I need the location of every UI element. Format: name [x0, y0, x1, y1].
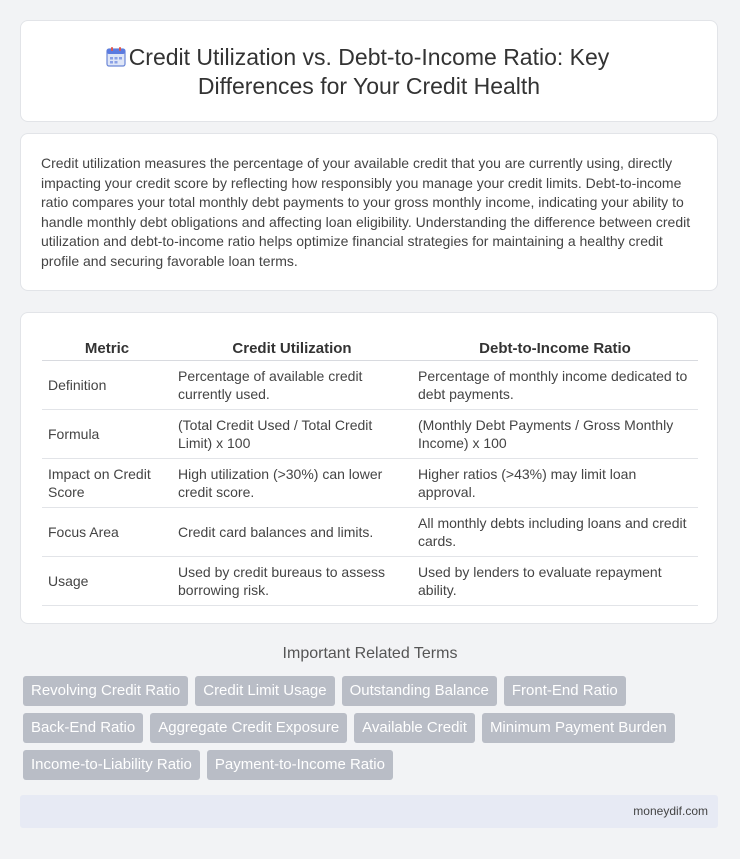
table-row [42, 410, 698, 459]
related-term-tag[interactable]: Revolving Credit Ratio [23, 676, 188, 706]
table-header-row [42, 331, 698, 361]
footer-site-link[interactable]: moneydif.com [633, 804, 708, 818]
related-term-tag[interactable]: Credit Limit Usage [195, 676, 334, 706]
related-term-tag[interactable]: Available Credit [354, 713, 475, 743]
table-cell: Used by credit bureaus to assess borrowing risk. [172, 557, 412, 606]
table-cell: Impact on Credit Score [42, 459, 172, 508]
table-row [42, 361, 698, 410]
related-term-tag[interactable]: Front-End Ratio [504, 676, 626, 706]
comparison-table [42, 331, 698, 606]
intro-paragraph: Credit utilization measures the percentage of your available credit that you are currently using, directly impacting your credit score by reflecting how responsibly you manage your credit limits. Debt-to-income ratio compares your total monthly debt payments to your gross monthly income, indicating your ability to handle monthly debt obligations and affecting loan eligibility. Understanding the difference between credit utilization and debt-to-income ratio helps optimize financial strategies for maintaining a healthy credit profile and securing favorable loan terms. [41, 155, 691, 269]
table-cell: Formula [42, 410, 172, 459]
related-term-tag[interactable]: Minimum Payment Burden [482, 713, 675, 743]
comparison-table-card [20, 312, 718, 624]
column-header: Debt-to-Income Ratio [412, 331, 698, 361]
table-cell: Focus Area [42, 508, 172, 557]
table-cell: (Total Credit Used / Total Credit Limit) x 100 [172, 410, 412, 459]
related-term-tag[interactable]: Outstanding Balance [342, 676, 497, 706]
table-row [42, 508, 698, 557]
related-term-tag[interactable]: Payment-to-Income Ratio [207, 750, 393, 780]
table-cell: Credit card balances and limits. [172, 508, 412, 557]
column-header: Credit Utilization [172, 331, 412, 361]
related-term-tag[interactable]: Income-to-Liability Ratio [23, 750, 200, 780]
table-cell: Used by lenders to evaluate repayment ability. [412, 557, 698, 606]
related-terms-list [23, 676, 713, 780]
table-cell: High utilization (>30%) can lower credit score. [172, 459, 412, 508]
related-terms-title: Important Related Terms [282, 645, 458, 662]
title-card [20, 20, 718, 122]
column-header: Metric [42, 331, 172, 361]
table-cell: Definition [42, 361, 172, 410]
table-cell: Percentage of monthly income dedicated to debt payments. [412, 361, 698, 410]
related-term-tag[interactable]: Aggregate Credit Exposure [150, 713, 347, 743]
table-row [42, 459, 698, 508]
table-cell: (Monthly Debt Payments / Gross Monthly Income) x 100 [412, 410, 698, 459]
page-title: Credit Utilization vs. Debt-to-Income Ratio: Key Differences for Your Credit Health [128, 44, 610, 99]
table-row [42, 557, 698, 606]
table-cell: Usage [42, 557, 172, 606]
table-cell: Higher ratios (>43%) may limit loan approval. [412, 459, 698, 508]
footer-bar [20, 795, 718, 828]
related-term-tag[interactable]: Back-End Ratio [23, 713, 143, 743]
intro-card [20, 133, 718, 291]
table-cell: Percentage of available credit currently used. [172, 361, 412, 410]
table-cell: All monthly debts including loans and credit cards. [412, 508, 698, 557]
